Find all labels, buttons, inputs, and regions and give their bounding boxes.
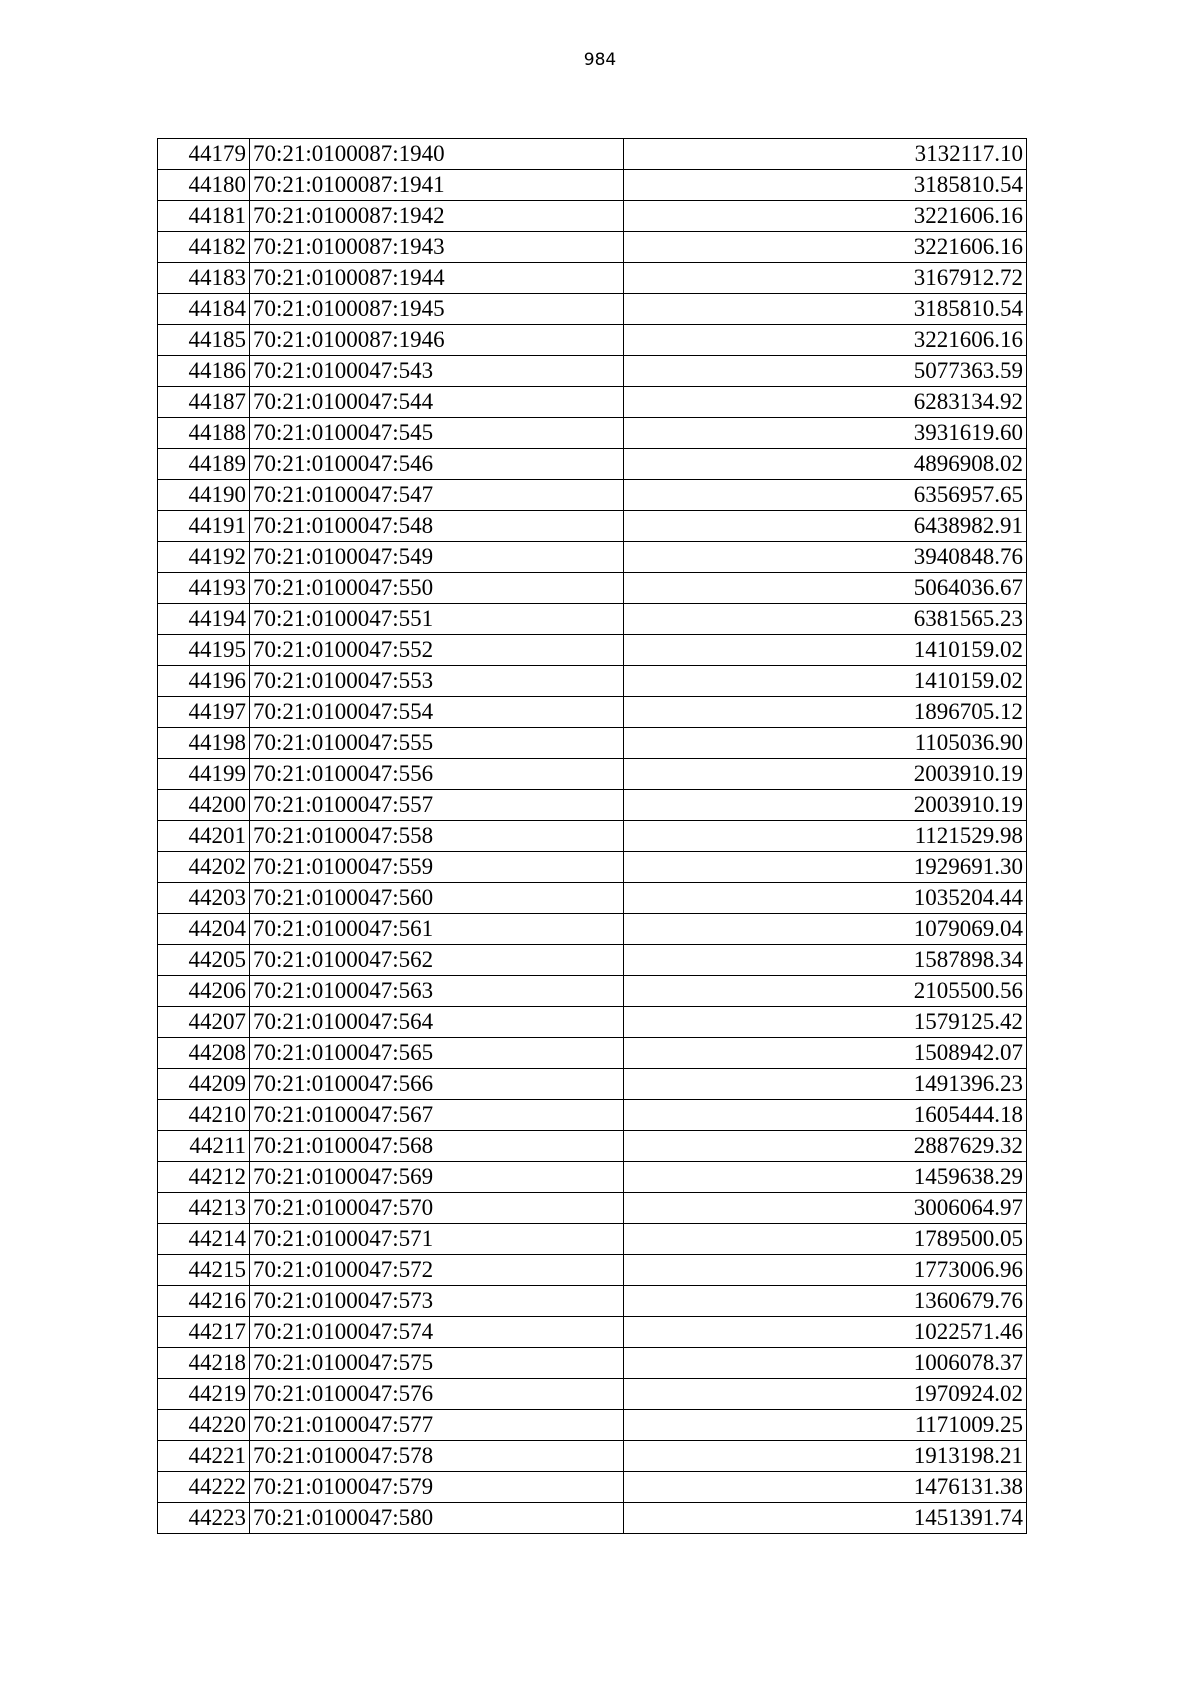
cadastral-value-cell: 1121529.98 [624,821,1027,852]
cadastral-value-cell: 6381565.23 [624,604,1027,635]
table-row [158,449,1027,480]
cadastral-value-cell: 1508942.07 [624,1038,1027,1069]
cadastral-value-cell: 1476131.38 [624,1472,1027,1503]
table-row [158,573,1027,604]
row-number-cell: 44219 [158,1379,250,1410]
row-number-cell: 44196 [158,666,250,697]
row-number-cell: 44217 [158,1317,250,1348]
cadastral-number-cell: 70:21:0100047:553 [250,666,624,697]
cadastral-value-cell: 1896705.12 [624,697,1027,728]
cadastral-value-cell: 1035204.44 [624,883,1027,914]
cadastral-value-cell: 1587898.34 [624,945,1027,976]
cadastral-number-cell: 70:21:0100047:551 [250,604,624,635]
table-row [158,542,1027,573]
row-number-cell: 44204 [158,914,250,945]
cadastral-number-cell: 70:21:0100047:565 [250,1038,624,1069]
row-number-cell: 44186 [158,356,250,387]
table-row [158,232,1027,263]
table-row [158,1224,1027,1255]
cadastral-number-cell: 70:21:0100047:567 [250,1100,624,1131]
cadastral-value-cell: 6356957.65 [624,480,1027,511]
cadastral-number-cell: 70:21:0100047:579 [250,1472,624,1503]
cadastral-number-cell: 70:21:0100047:580 [250,1503,624,1534]
row-number-cell: 44200 [158,790,250,821]
cadastral-value-cell: 6283134.92 [624,387,1027,418]
table-row [158,1348,1027,1379]
table-row [158,635,1027,666]
row-number-cell: 44223 [158,1503,250,1534]
table-row [158,511,1027,542]
row-number-cell: 44192 [158,542,250,573]
cadastral-value-cell: 1773006.96 [624,1255,1027,1286]
row-number-cell: 44198 [158,728,250,759]
cadastral-value-cell: 1605444.18 [624,1100,1027,1131]
cadastral-number-cell: 70:21:0100047:572 [250,1255,624,1286]
cadastral-number-cell: 70:21:0100047:558 [250,821,624,852]
cadastral-number-cell: 70:21:0100047:547 [250,480,624,511]
table-row [158,294,1027,325]
cadastral-number-cell: 70:21:0100047:554 [250,697,624,728]
table-row [158,170,1027,201]
table-row [158,387,1027,418]
row-number-cell: 44207 [158,1007,250,1038]
table-row [158,1007,1027,1038]
cadastral-number-cell: 70:21:0100047:559 [250,852,624,883]
cadastral-number-cell: 70:21:0100047:549 [250,542,624,573]
cadastral-value-cell: 1491396.23 [624,1069,1027,1100]
row-number-cell: 44184 [158,294,250,325]
cadastral-number-cell: 70:21:0100047:578 [250,1441,624,1472]
cadastral-number-cell: 70:21:0100047:564 [250,1007,624,1038]
row-number-cell: 44189 [158,449,250,480]
row-number-cell: 44213 [158,1193,250,1224]
table-row [158,790,1027,821]
table-row [158,1162,1027,1193]
table-row [158,480,1027,511]
row-number-cell: 44210 [158,1100,250,1131]
row-number-cell: 44218 [158,1348,250,1379]
table-row [158,201,1027,232]
table-row [158,914,1027,945]
table-row [158,604,1027,635]
table-row [158,1441,1027,1472]
cadastral-number-cell: 70:21:0100047:577 [250,1410,624,1441]
cadastral-value-cell: 1006078.37 [624,1348,1027,1379]
cadastral-number-cell: 70:21:0100047:575 [250,1348,624,1379]
row-number-cell: 44197 [158,697,250,728]
table-row [158,666,1027,697]
table-row [158,759,1027,790]
table-row [158,883,1027,914]
cadastral-number-cell: 70:21:0100047:546 [250,449,624,480]
row-number-cell: 44181 [158,201,250,232]
table-row [158,1069,1027,1100]
cadastral-value-cell: 1022571.46 [624,1317,1027,1348]
cadastral-value-cell: 3221606.16 [624,201,1027,232]
table-row [158,1131,1027,1162]
cadastral-value-table [157,138,1027,1534]
table-row [158,728,1027,759]
cadastral-value-cell: 1079069.04 [624,914,1027,945]
table-row [158,1379,1027,1410]
cadastral-number-cell: 70:21:0100047:560 [250,883,624,914]
cadastral-value-cell: 1789500.05 [624,1224,1027,1255]
cadastral-number-cell: 70:21:0100047:570 [250,1193,624,1224]
row-number-cell: 44188 [158,418,250,449]
cadastral-value-cell: 3167912.72 [624,263,1027,294]
cadastral-number-cell: 70:21:0100047:556 [250,759,624,790]
row-number-cell: 44193 [158,573,250,604]
cadastral-value-cell: 1410159.02 [624,635,1027,666]
table-row [158,1193,1027,1224]
row-number-cell: 44194 [158,604,250,635]
row-number-cell: 44180 [158,170,250,201]
table-row [158,1100,1027,1131]
cadastral-number-cell: 70:21:0100047:543 [250,356,624,387]
cadastral-number-cell: 70:21:0100047:563 [250,976,624,1007]
table-row [158,1286,1027,1317]
cadastral-number-cell: 70:21:0100087:1941 [250,170,624,201]
row-number-cell: 44202 [158,852,250,883]
row-number-cell: 44221 [158,1441,250,1472]
table-row [158,945,1027,976]
cadastral-value-cell: 1410159.02 [624,666,1027,697]
row-number-cell: 44220 [158,1410,250,1441]
table-row [158,852,1027,883]
row-number-cell: 44209 [158,1069,250,1100]
row-number-cell: 44212 [158,1162,250,1193]
row-number-cell: 44201 [158,821,250,852]
cadastral-number-cell: 70:21:0100047:548 [250,511,624,542]
row-number-cell: 44203 [158,883,250,914]
table-row [158,325,1027,356]
row-number-cell: 44199 [158,759,250,790]
cadastral-value-cell: 1929691.30 [624,852,1027,883]
table-body [158,139,1027,1534]
cadastral-number-cell: 70:21:0100087:1946 [250,325,624,356]
cadastral-value-cell: 2003910.19 [624,790,1027,821]
table-row [158,821,1027,852]
table-row [158,263,1027,294]
cadastral-number-cell: 70:21:0100087:1942 [250,201,624,232]
cadastral-value-cell: 6438982.91 [624,511,1027,542]
cadastral-value-cell: 1171009.25 [624,1410,1027,1441]
table-row [158,1472,1027,1503]
table-row [158,1255,1027,1286]
cadastral-value-cell: 1579125.42 [624,1007,1027,1038]
row-number-cell: 44215 [158,1255,250,1286]
row-number-cell: 44187 [158,387,250,418]
cadastral-number-cell: 70:21:0100047:557 [250,790,624,821]
cadastral-value-cell: 3221606.16 [624,232,1027,263]
page-number: 984 [583,50,617,70]
cadastral-value-cell: 2887629.32 [624,1131,1027,1162]
cadastral-value-cell: 4896908.02 [624,449,1027,480]
row-number-cell: 44214 [158,1224,250,1255]
row-number-cell: 44190 [158,480,250,511]
cadastral-value-cell: 1913198.21 [624,1441,1027,1472]
row-number-cell: 44182 [158,232,250,263]
cadastral-number-cell: 70:21:0100047:566 [250,1069,624,1100]
cadastral-value-cell: 3185810.54 [624,294,1027,325]
cadastral-number-cell: 70:21:0100087:1944 [250,263,624,294]
table-row [158,1317,1027,1348]
cadastral-number-cell: 70:21:0100047:568 [250,1131,624,1162]
table-row [158,418,1027,449]
table-row [158,356,1027,387]
row-number-cell: 44208 [158,1038,250,1069]
cadastral-number-cell: 70:21:0100047:574 [250,1317,624,1348]
row-number-cell: 44222 [158,1472,250,1503]
cadastral-number-cell: 70:21:0100047:550 [250,573,624,604]
row-number-cell: 44183 [158,263,250,294]
table-row [158,1410,1027,1441]
cadastral-number-cell: 70:21:0100047:573 [250,1286,624,1317]
cadastral-number-cell: 70:21:0100047:576 [250,1379,624,1410]
cadastral-value-cell: 1459638.29 [624,1162,1027,1193]
cadastral-value-cell: 3221606.16 [624,325,1027,356]
cadastral-value-cell: 3931619.60 [624,418,1027,449]
cadastral-number-cell: 70:21:0100047:544 [250,387,624,418]
cadastral-value-cell: 1451391.74 [624,1503,1027,1534]
cadastral-value-cell: 3940848.76 [624,542,1027,573]
cadastral-number-cell: 70:21:0100047:569 [250,1162,624,1193]
row-number-cell: 44195 [158,635,250,666]
cadastral-value-cell: 5077363.59 [624,356,1027,387]
table-row [158,139,1027,170]
cadastral-number-cell: 70:21:0100047:545 [250,418,624,449]
cadastral-number-cell: 70:21:0100047:555 [250,728,624,759]
cadastral-value-cell: 3185810.54 [624,170,1027,201]
table-row [158,697,1027,728]
cadastral-value-cell: 3132117.10 [624,139,1027,170]
cadastral-number-cell: 70:21:0100087:1945 [250,294,624,325]
cadastral-value-cell: 3006064.97 [624,1193,1027,1224]
table-row [158,1503,1027,1534]
row-number-cell: 44211 [158,1131,250,1162]
cadastral-value-cell: 5064036.67 [624,573,1027,604]
table-row [158,1038,1027,1069]
table-row [158,976,1027,1007]
row-number-cell: 44185 [158,325,250,356]
row-number-cell: 44216 [158,1286,250,1317]
row-number-cell: 44191 [158,511,250,542]
cadastral-number-cell: 70:21:0100047:562 [250,945,624,976]
cadastral-number-cell: 70:21:0100047:552 [250,635,624,666]
cadastral-number-cell: 70:21:0100087:1940 [250,139,624,170]
row-number-cell: 44205 [158,945,250,976]
cadastral-number-cell: 70:21:0100087:1943 [250,232,624,263]
cadastral-value-cell: 1970924.02 [624,1379,1027,1410]
cadastral-value-cell: 2003910.19 [624,759,1027,790]
cadastral-number-cell: 70:21:0100047:561 [250,914,624,945]
cadastral-value-cell: 1360679.76 [624,1286,1027,1317]
row-number-cell: 44206 [158,976,250,1007]
cadastral-number-cell: 70:21:0100047:571 [250,1224,624,1255]
cadastral-value-cell: 1105036.90 [624,728,1027,759]
cadastral-value-cell: 2105500.56 [624,976,1027,1007]
row-number-cell: 44179 [158,139,250,170]
